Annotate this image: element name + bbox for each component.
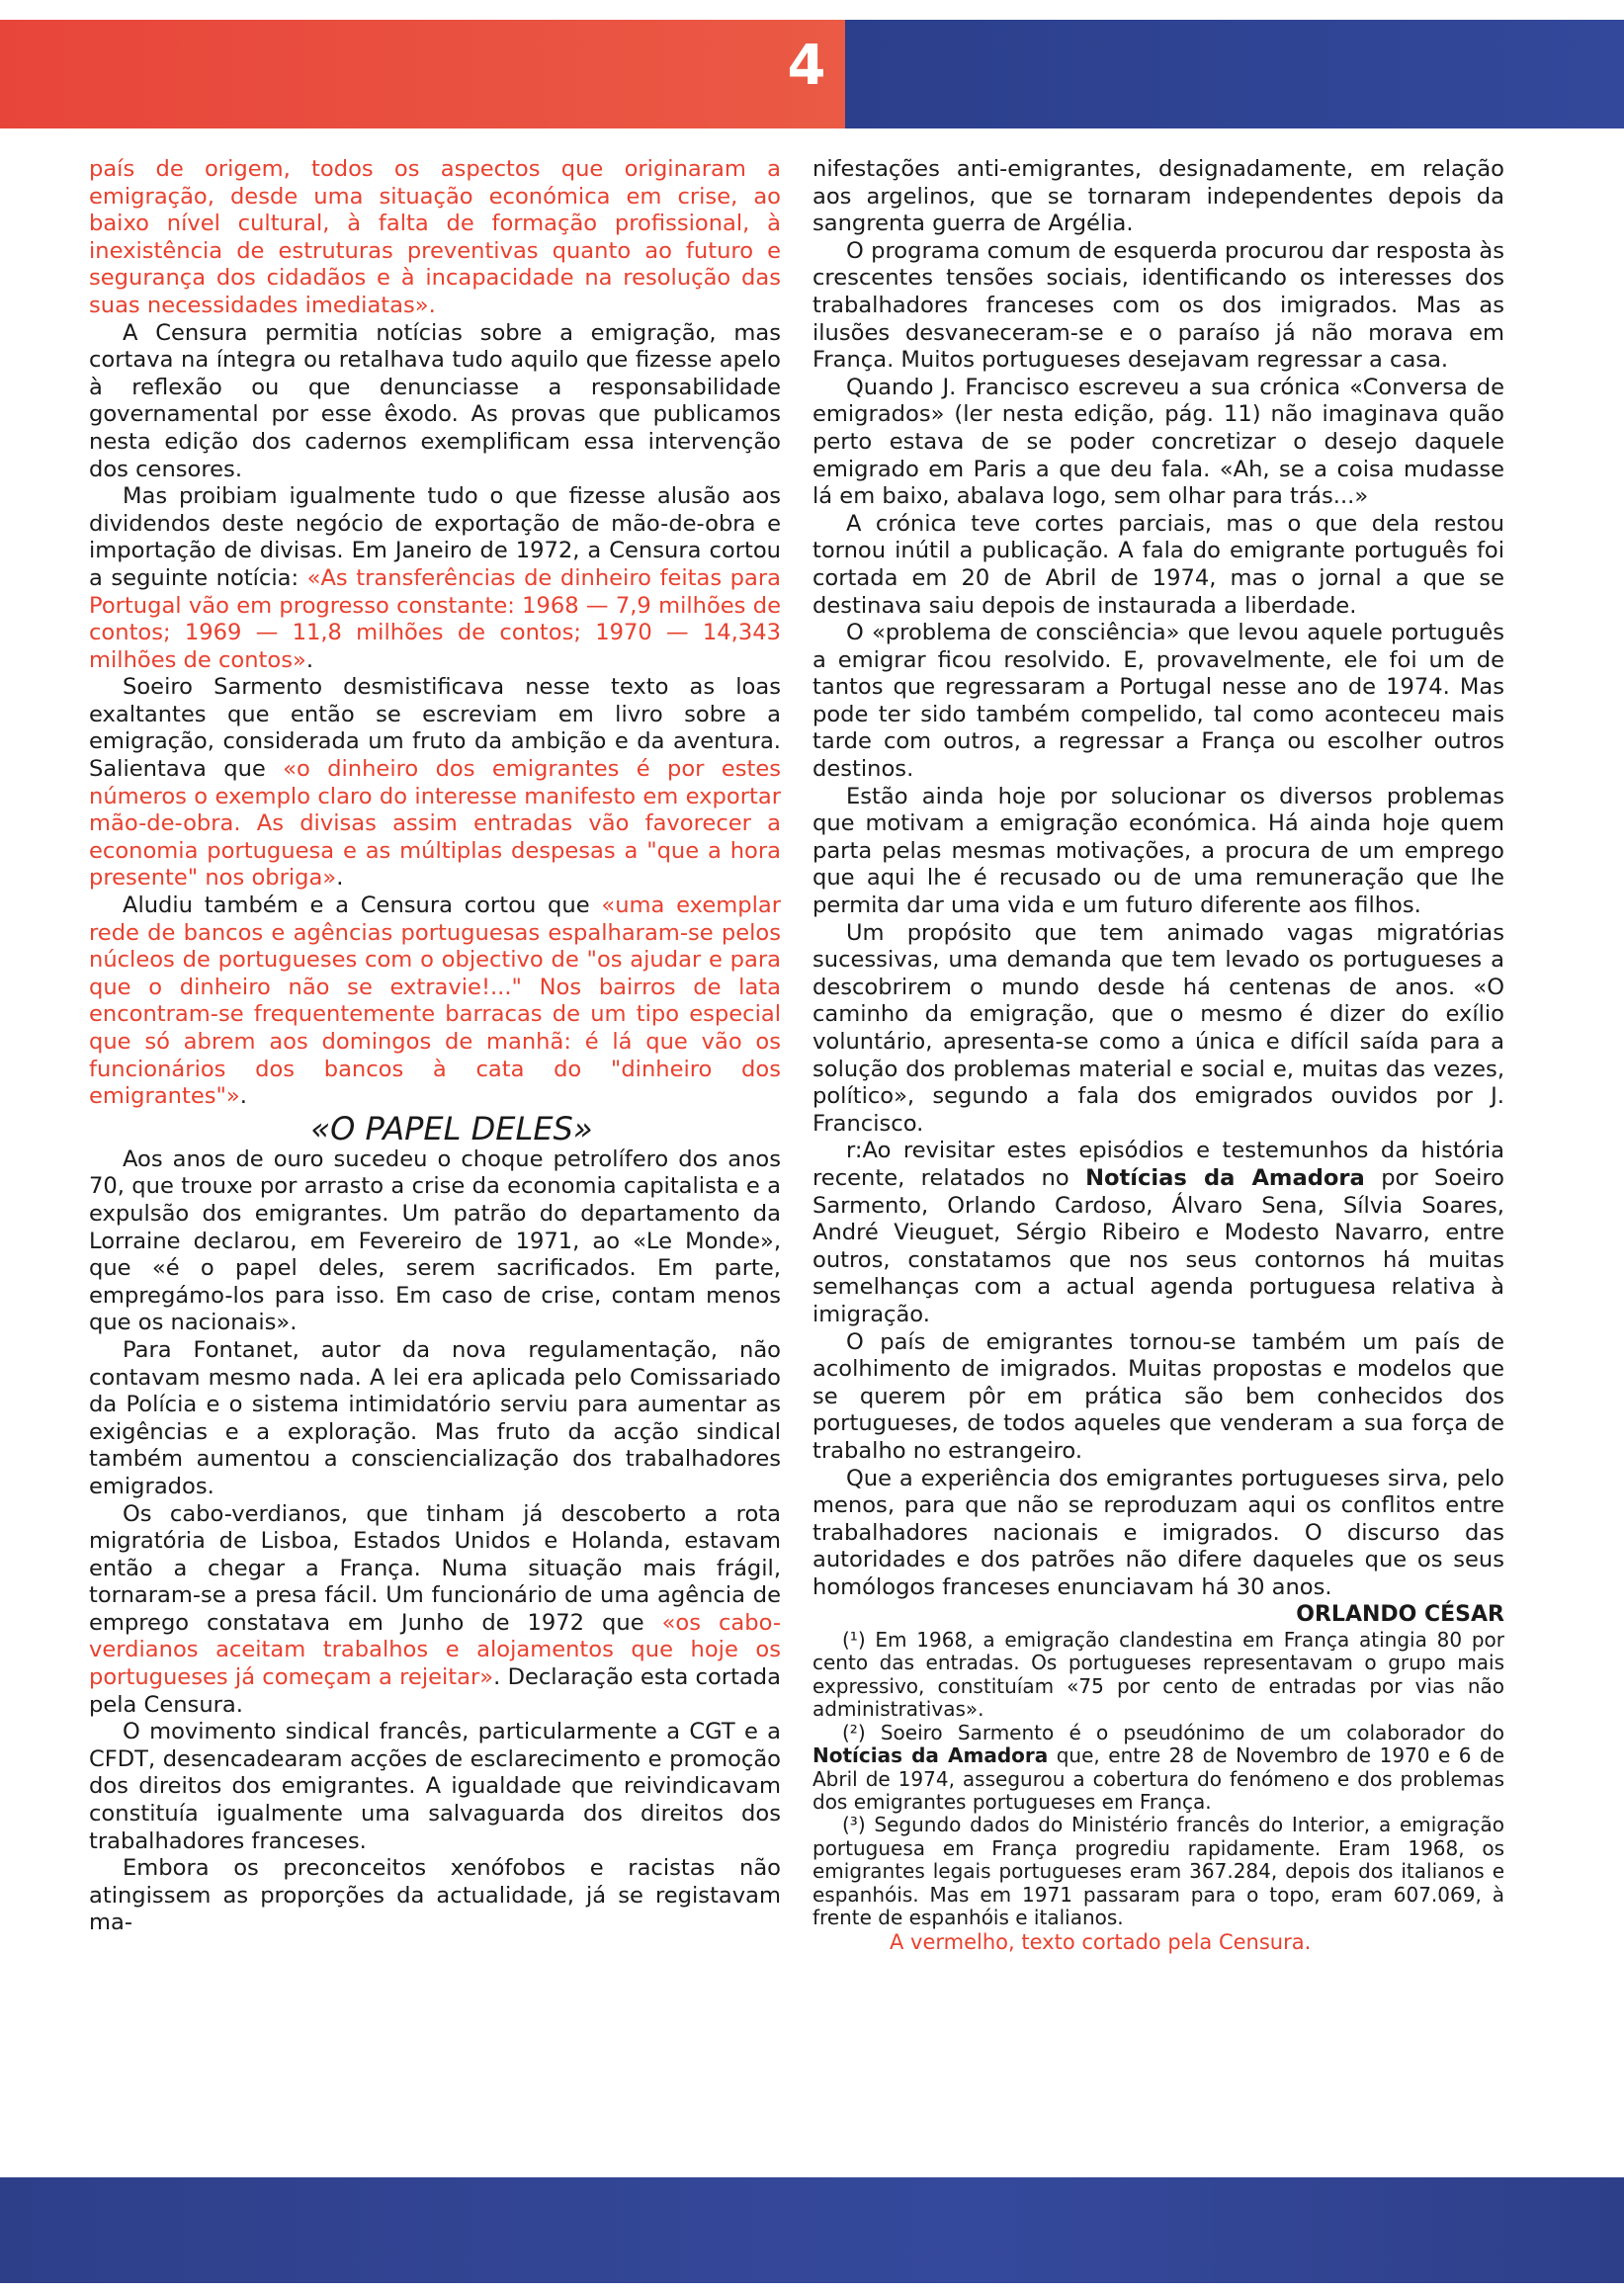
paragraph: Quando J. Francisco escreveu a sua crónica «Conversa de emigrados» (ler nesta edição, pág. 11) não imaginava quão perto estava de se poder concretizar o desejo daquele emigrado em Paris a que deu fala. «Ah, se a coisa mudasse lá em baixo, abalava logo, sem olhar para trás...» — [812, 374, 1504, 510]
footnote — [812, 1722, 1504, 1815]
paragraph: O país de emigrantes tornou-se também um país de acolhimento de imigrados. Muitas propostas e modelos que se querem pôr em prática são bem conhecidos dos portugueses, de todos aqueles que venderam a sua força de trabalho no estrangeiro. — [812, 1328, 1504, 1464]
footnote-text: que, entre 28 de Novembro de 1970 e 6 de Abril de 1974, assegurou a cobertura do fenómeno e dos problemas dos emigrantes portugueses em França. — [812, 1743, 1504, 1814]
paragraph-text: Soeiro Sarmento desmistificava nesse texto as loas exaltantes que então se escreviam em livro sobre a emigração, considerada um fruto da ambição e da aventura. Salientava que — [89, 674, 781, 783]
paragraph — [89, 156, 781, 320]
footnote — [812, 1629, 1504, 1722]
paragraph: O «problema de consciência» que levou aquele português a emigrar ficou resolvido. E, provavelmente, ele foi um de tantos que regressaram a Portugal nesse ano de 1974. Mas pode ter sido também compelido, tal como aconteceu mais tarde com outros, a regressar a França ou escolher outros destinos. — [812, 620, 1504, 783]
left-column — [89, 156, 781, 1937]
footnotes — [812, 1629, 1504, 1929]
footnote-marker: (¹) — [842, 1628, 866, 1653]
publication-name: Notícias da Amadora — [1085, 1164, 1365, 1191]
publication-name: Notícias da Amadora — [812, 1743, 1049, 1768]
footer-band — [0, 2177, 1624, 2283]
header-band-red — [0, 20, 845, 128]
footnote-text: Segundo dados do Ministério francês do Interior, a emigração portuguesa em França progrediu rapidamente. Eram 1968, os emigrantes legais portugueses eram 367.284, depois dos italianos e espanhóis. Mas em 1971 passaram para o topo, eram 607.069, à frente de espanhóis e italianos. — [812, 1813, 1504, 1929]
footnote-marker: (³) — [842, 1813, 866, 1837]
right-column — [812, 156, 1504, 1957]
paragraph — [89, 892, 781, 1111]
paragraph-text: . — [305, 646, 314, 673]
paragraph-text: r:Ao revisitar estes episódios e testemunhos da história recente, relatados no — [812, 1138, 1504, 1191]
paragraph-text: por Soeiro Sarmento, Orlando Cardoso, Álvaro Sena, Sílvia Soares, André Vieuguet, Sérgio Ribeiro e Modesto Navarro, entre outros, constatamos que nos seus contornos há muitas semelhanças com a actual agenda portuguesa relativa à imigração. — [812, 1164, 1505, 1327]
paragraph — [89, 674, 781, 892]
censored-text: «uma exemplar rede de bancos e agências portuguesas espalharam-se pelos núcleos de portugueses com o objectivo de "os ajudar e para que o dinheiro não se extravie!..." Nos bairros de lata encontram-se frequentemente barracas de um tipo especial que só abrem aos domingos de manhã: é lá que vão os funcionários dos bancos à cata do "dinheiro dos emigrantes"» — [89, 892, 781, 1110]
footnote-text: Soeiro Sarmento é o pseudónimo de um colaborador do — [865, 1720, 1504, 1744]
paragraph: O programa comum de esquerda procurou dar resposta às crescentes tensões sociais, identificando os interesses dos trabalhadores franceses com os dos imigrados. Mas as ilusões desvaneceram-se e o paraíso já não morava em França. Muitos portugueses desejavam regressar a casa. — [812, 237, 1504, 374]
paragraph: Estão ainda hoje por solucionar os diversos problemas que motivam a emigração económica. Há ainda hoje quem parta pelas mesmas motivações, a procura de um emprego que aqui lhe é recusado ou de uma remuneração que lhe permita dar uma vida e um futuro diferente aos filhos. — [812, 783, 1504, 919]
paragraph: nifestações anti-emigrantes, designadamente, em relação aos argelinos, que se tornaram independentes depois da sangrenta guerra de Argélia. — [812, 156, 1504, 237]
paragraph: O movimento sindical francês, particularmente a CGT e a CFDT, desencadearam acções de esclarecimento e promoção dos direitos dos emigrantes. A igualdade que reivindicavam constituía igualmente uma salvaguarda dos direitos dos trabalhadores franceses. — [89, 1719, 781, 1854]
paragraph — [89, 483, 781, 674]
paragraph: Aos anos de ouro sucedeu o choque petrolífero dos anos 70, que trouxe por arrasto a crise da economia capitalista e a expulsão dos emigrantes. Um patrão do departamento da Lorraine declarou, em Fevereiro de 1971, ao «Le Monde», que «é o papel deles, serem sacrificados. Em parte, empregámo-los para isso. Em caso de crise, contam menos que os nacionais». — [89, 1146, 781, 1336]
paragraph-text: Aludiu também e a Censura cortou que — [123, 892, 602, 919]
paragraph: Embora os preconceitos xenófobos e racistas não atingissem as proporções da actualidade, já se registavam ma- — [89, 1855, 781, 1936]
page-number: 4 — [787, 34, 826, 98]
footnote-text: Em 1968, a emigração clandestina em França atingia 80 por cento das entradas. Os portugueses representavam o grupo mais expressivo, constituíam «75 por cento de entradas por vias não administrativas». — [812, 1628, 1504, 1722]
censored-text: «As transferências de dinheiro feitas para Portugal vão em progresso constante: 1968 — 7,9 milhões de contos; 1969 — 11,8 milhões de contos; 1970 — 14,343 milhões de contos» — [89, 564, 781, 673]
paragraph: Que a experiência dos emigrantes portugueses sirva, pelo menos, para que não se reproduzam aqui os conflitos entre trabalhadores nacionais e imigrados. O discurso das autoridades e dos patrões não difere daqueles que os seus homólogos franceses enunciavam há 30 anos. — [812, 1465, 1504, 1600]
paragraph-text: . — [336, 865, 344, 892]
paragraph-text: Os cabo-verdianos, que tinham já descoberto a rota migratória de Lisboa, Estados Unidos e Holanda, estavam então a chegar a França. Numa situação mais frágil, tornaram-se a presa fácil. Um funcionário de uma agência de emprego constatava em Junho de 1972 que — [89, 1500, 781, 1636]
paragraph-text: . Declaração esta cortada pela Censura. — [89, 1664, 781, 1718]
section-heading: «O PAPEL DELES» — [310, 1109, 593, 1147]
footnote-marker: (²) — [842, 1720, 866, 1744]
paragraph — [89, 1501, 781, 1720]
footnote — [812, 1814, 1504, 1929]
censored-text: «o dinheiro dos emigrantes é por estes números o exemplo claro do interesse manifesto em exportar mão-de-obra. As divisas assim entradas vão favorecer a economia portuguesa e as múltiplas despesas a "que a hora presente" nos obriga» — [89, 756, 781, 892]
censored-text: país de origem, todos os aspectos que originaram a emigração, desde uma situação económica em crise, ao baixo nível cultural, à falta de formação profissional, à inexistência de estruturas preventivas quanto ao futuro e segurança dos cidadãos e à incapacidade na resolução das suas necessidades imediatas». — [89, 156, 781, 318]
paragraph: Para Fontanet, autor da nova regulamentação, não contavam mesmo nada. A lei era aplicada pelo Comissariado da Polícia e o sistema intimidatório serviu para aumentar as exigências e a exploração. Mas fruto da acção sindical também aumentou a consciencialização dos trabalhadores emigrados. — [89, 1336, 781, 1499]
paragraph: Um propósito que tem animado vagas migratórias sucessivas, uma demanda que tem levado os portugueses a descobrirem o mundo desde há centenas de anos. «O caminho da emigração, que o mesmo é dizer do exílio voluntário, apresenta-se como a única e difícil saída para a solução dos problemas material e social e, muitas das vezes, político», segundo a fala dos emigrados ouvidos por J. Francisco. — [812, 919, 1504, 1137]
header-band-blue — [845, 20, 1624, 128]
paragraph — [812, 1138, 1504, 1328]
paragraph-text: Mas proibiam igualmente tudo o que fizesse alusão aos dividendos deste negócio de exportação de mão-de-obra e importação de divisas. Em Janeiro de 1972, a Censura cortou a seguinte notícia: — [89, 483, 781, 591]
censorship-legend: A vermelho, texto cortado pela Censura. — [890, 1930, 1312, 1955]
paragraph-text: . — [239, 1083, 247, 1110]
paragraph: A crónica teve cortes parciais, mas o que dela restou tornou inútil a publicação. A fala do emigrante português foi cortada em 20 de Abril de 1974, mas o jornal a que se destinava saiu depois de instaurada a liberdade. — [812, 510, 1504, 619]
paragraph: A Censura permitia notícias sobre a emigração, mas cortava na íntegra ou retalhava tudo aquilo que fizesse apelo à reflexão ou que denunciasse a responsabilidade governamental por esse êxodo. As provas que publicamos nesta edição dos cadernos exemplificam essa intervenção dos censores. — [89, 319, 781, 482]
censored-text: «os cabo-verdianos aceitam trabalhos e alojamentos que hoje os portugueses já começam a rejeitar» — [89, 1609, 781, 1691]
author-name: ORLANDO CÉSAR — [1296, 1602, 1504, 1628]
